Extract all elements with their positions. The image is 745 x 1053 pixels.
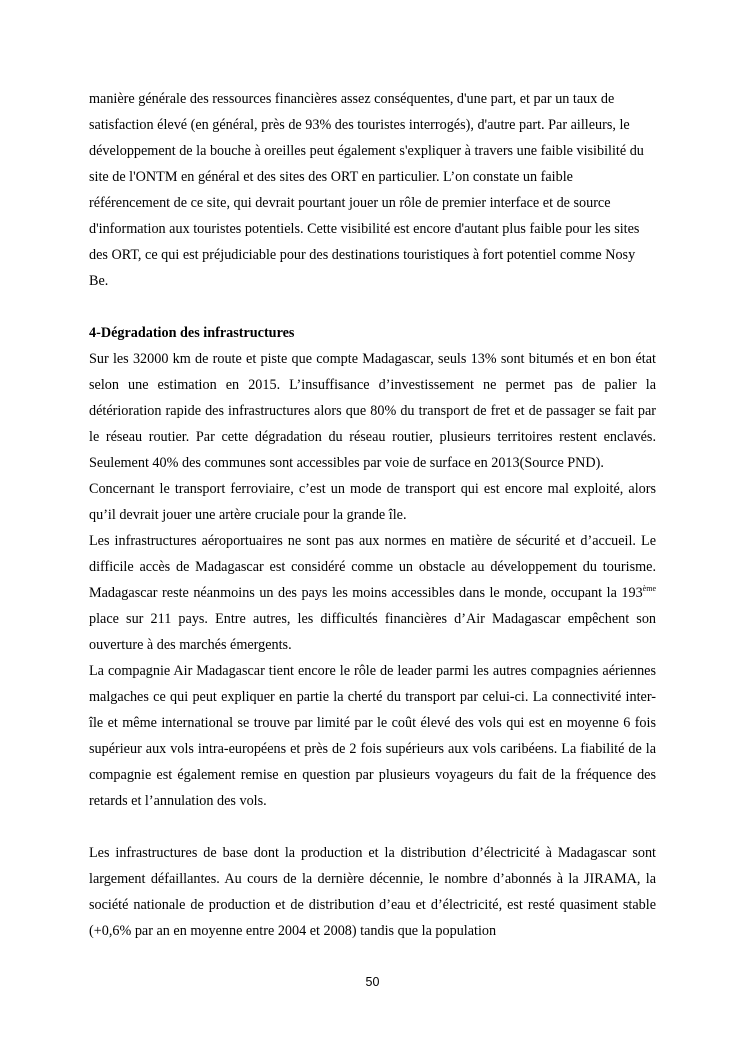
intro-paragraph: manière générale des ressources financières assez conséquentes, d'une part, et par un taux de satisfaction élevé (en général, près de 93% des touristes interrogés), d'autre part. Par ailleurs, le développement de la bouche à oreilles peut également s'expliquer à travers une faible visibilité du site de l'ONTM en général et des sites des ORT en particulier. L’on constate un faible référencement de ce site, qui devrait pourtant jouer un rôle de premier interface et de source d'information aux touristes potentiels. Cette visibilité est encore d'autant plus faible pour les sites des ORT, ce qui est préjudiciable pour des destinations touristiques à fort potentiel comme Nosy Be. <box>89 91 644 289</box>
paragraph-airports <box>89 528 656 658</box>
paragraph-air-madagascar: La compagnie Air Madagascar tient encore le rôle de leader parmi les autres compagnies aériennes malgaches ce qui peut expliquer en partie la cherté du transport par celui-ci. La connectivité inter-île et même international se trouve par limité par le coût élevé des vols qui est en moyenne 6 fois supérieur aux vols intra-européens et près de 2 fois supérieurs aux vols caribéens. La fiabilité de la compagnie est également remise en question par plusieurs voyageurs du fait de la fréquence des retards et l’annulation des vols. <box>89 663 656 809</box>
paragraph-roads: Sur les 32000 km de route et piste que compte Madagascar, seuls 13% sont bitumés et en bon état selon une estimation en 2015. L’insuffisance d’investissement ne permet pas de palier la détérioration rapide des infrastructures alors que 80% du transport de fret et de passager se fait par le réseau routier. Par cette dégradation du réseau routier, plusieurs territoires restent enclavés. Seulement 40% des communes sont accessibles par voie de surface en 2013(Source PND). <box>89 351 656 471</box>
section-heading: 4-Dégradation des infrastructures <box>89 325 295 341</box>
document-body <box>89 86 656 944</box>
paragraph-spacer <box>89 294 656 320</box>
paragraph-electricity: Les infrastructures de base dont la production et la distribution d’électricité à Madagascar sont largement défaillantes. Au cours de la dernière décennie, le nombre d’abonnés à la JIRAMA, la société nationale de production et de distribution d’eau et d’électricité, est resté quasiment stable (+0,6% par an en moyenne entre 2004 et 2008) tandis que la population <box>89 845 656 939</box>
paragraph-spacer <box>89 814 656 840</box>
airports-text-start: Les infrastructures aéroportuaires ne sont pas aux normes en matière de sécurité et d’accueil. Le difficile accès de Madagascar est considéré comme un obstacle au développement du tourisme. Madagascar reste néanmoins un des pays les moins accessibles dans le monde, occupant la 193 <box>89 533 656 601</box>
ordinal-superscript: ème <box>642 584 656 593</box>
page-number: 50 <box>365 975 380 989</box>
paragraph-rail: Concernant le transport ferroviaire, c’est un mode de transport qui est encore mal exploité, alors qu’il devrait jouer une artère cruciale pour la grande île. <box>89 481 656 523</box>
airports-text-end: place sur 211 pays. Entre autres, les difficultés financières d’Air Madagascar empêchent son ouverture à des marchés émergents. <box>89 611 656 653</box>
